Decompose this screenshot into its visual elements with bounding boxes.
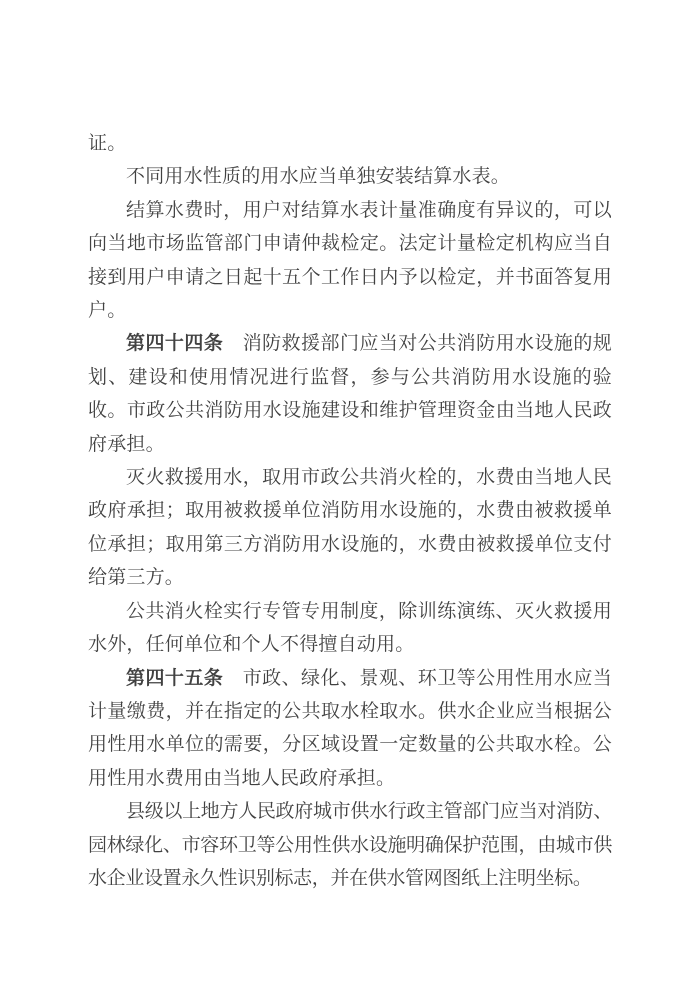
paragraph <box>88 160 612 193</box>
paragraph-text: 公共消火栓实行专管专用制度，除训练演练、灭火救援用水外，任何单位和个人不得擅自动用。 <box>88 600 612 656</box>
paragraph-article-45 <box>88 662 612 796</box>
paragraph-text: 灭火救援用水，取用市政公共消火栓的，水费由当地人民政府承担；取用被救援单位消防用水设施的，水费由被救援单位承担；取用第三方消防用水设施的，水费由被救援单位支付给第三方。 <box>88 467 612 589</box>
paragraph-article-44 <box>88 327 612 461</box>
text-content <box>88 127 612 895</box>
paragraph <box>88 795 612 895</box>
paragraph-continuation <box>88 127 612 160</box>
paragraph-text: 县级以上地方人民政府城市供水行政主管部门应当对消防、园林绿化、市容环卫等公用性供水设施明确保护范围，由城市供水企业设置永久性识别标志，并在供水管网图纸上注明坐标。 <box>88 801 612 889</box>
article-number: 第四十四条 <box>126 333 243 355</box>
article-number: 第四十五条 <box>126 667 243 689</box>
paragraph-text: 消防救援部门应当对公共消防用水设施的规划、建设和使用情况进行监督，参与公共消防用水设施的验收。市政公共消防用水设施建设和维护管理资金由当地人民政府承担。 <box>88 333 612 455</box>
paragraph <box>88 194 612 328</box>
paragraph-text: 证。 <box>88 133 127 154</box>
paragraph-text: 市政、绿化、景观、环卫等公用性用水应当计量缴费，并在指定的公共取水栓取水。供水企业应当根据公用性用水单位的需要，分区域设置一定数量的公共取水栓。公用性用水费用由当地人民政府承担。 <box>88 667 612 789</box>
paragraph <box>88 461 612 595</box>
paragraph-text: 结算水费时，用户对结算水表计量准确度有异议的，可以向当地市场监管部门申请仲裁检定。法定计量检定机构应当自接到用户申请之日起十五个工作日内予以检定，并书面答复用户。 <box>88 199 612 322</box>
paragraph <box>88 595 612 662</box>
paragraph-text: 不同用水性质的用水应当单独安装结算水表。 <box>126 166 511 188</box>
